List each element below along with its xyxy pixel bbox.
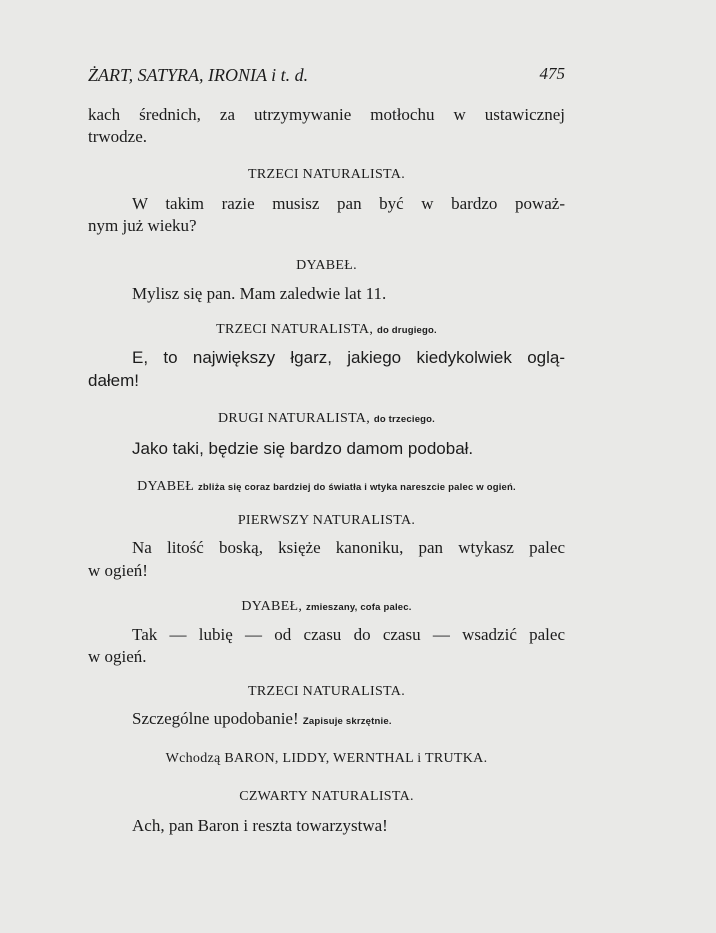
text-line: Tak — lubię — od czasu do czasu — wsadzić palec — [132, 625, 565, 644]
text-line: kach średnich, za utrzymywanie motłochu w ustawicznej — [88, 105, 565, 124]
speaker-heading — [88, 319, 565, 341]
text-line: w ogień. — [88, 647, 147, 666]
speaker-heading — [88, 408, 565, 430]
stage-direction: Zapisuje skrzętnie. — [302, 716, 392, 727]
running-header: ŻART, SATYRA, IRONIA i t. d. — [88, 65, 309, 85]
text-line: nym już wieku? — [88, 216, 197, 235]
speaker-heading — [88, 476, 565, 498]
text-line: Na litość boską, księże kanoniku, pan wtykasz palec — [132, 538, 565, 557]
speaker-heading — [88, 596, 565, 618]
speaker-heading: PIERWSZY NATURALISTA. — [237, 513, 416, 528]
text-line: W takim razie musisz pan być w bardzo poważ- — [132, 194, 565, 213]
stage-direction: do trzeciego. — [373, 414, 436, 425]
stage-direction-entrance: Wchodzą BARON, LIDDY, WERNTHAL i TRUTKA. — [165, 751, 488, 766]
text-line: w ogień! — [88, 561, 148, 580]
speaker-heading: TRZECI NATURALISTA. — [247, 684, 405, 699]
speaker-name: DRUGI NATURALISTA, — [217, 411, 371, 426]
text-line — [132, 708, 392, 730]
text-line: dałem! — [88, 371, 140, 390]
speaker-heading: CZWARTY NATURALISTA. — [239, 789, 414, 804]
stage-direction: zmieszany, cofa palec. — [306, 602, 412, 613]
speaker-heading: TRZECI NATURALISTA. — [247, 167, 405, 182]
text-line: Mylisz się pan. Mam zaledwie lat 11. — [132, 284, 387, 303]
text: Szczególne upodobanie! — [132, 709, 299, 728]
speaker-name: DYABEŁ — [137, 479, 195, 494]
speaker-name: DYABEŁ, — [241, 599, 303, 614]
text-line: trwodze. — [88, 127, 148, 146]
text-line: Jako taki, będzie się bardzo damom podobał. — [132, 439, 474, 458]
speaker-name: TRZECI NATURALISTA, — [216, 322, 374, 337]
stage-direction: do drugiego. — [376, 325, 437, 336]
text-line: Ach, pan Baron i reszta towarzystwa! — [132, 816, 388, 835]
stage-direction: zbliża się coraz bardziej do światła i wtyka nareszcie palec w ogień. — [197, 482, 516, 493]
speaker-heading: DYABEŁ. — [296, 258, 357, 273]
page-number: 475 — [539, 64, 565, 83]
text-line: E, to największy łgarz, jakiego kiedykolwiek oglą- — [132, 348, 565, 367]
